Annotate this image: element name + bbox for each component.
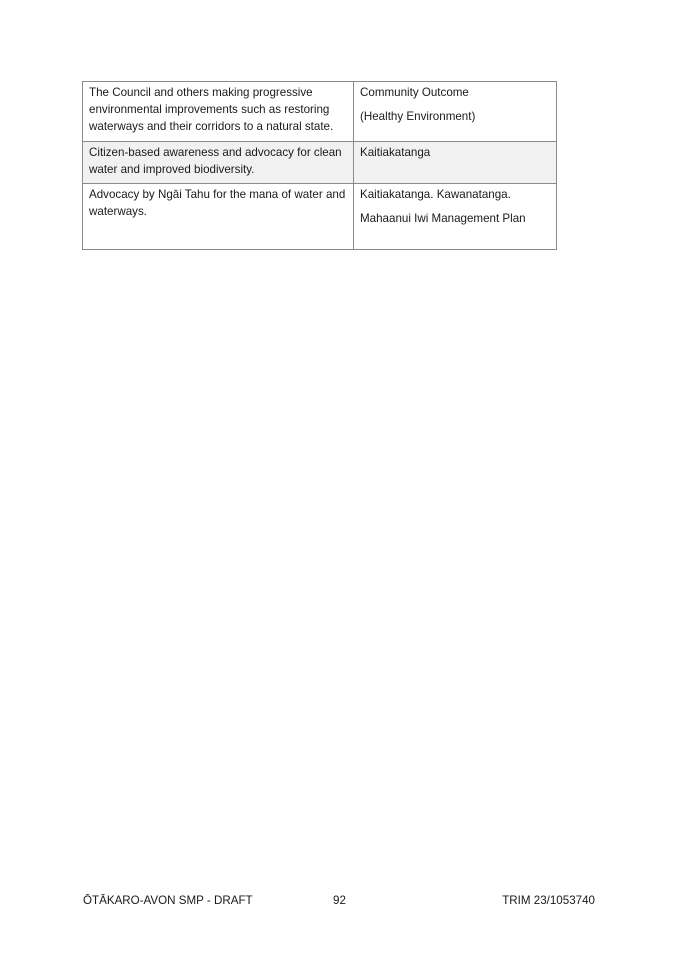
table-cell-description — [83, 142, 354, 184]
table-row — [83, 82, 557, 142]
table-row — [83, 184, 557, 250]
outcomes-table — [82, 81, 557, 250]
cell-text: The Council and others making progressive environmental improvements such as restoring waterways and their corridors to a natural state. — [89, 86, 334, 133]
page-footer — [83, 893, 595, 909]
table-row — [83, 142, 557, 184]
table-cell-link — [354, 142, 557, 184]
table-cell-link — [354, 184, 557, 250]
cell-text: Citizen-based awareness and advocacy for clean water and improved biodiversity. — [89, 146, 342, 176]
cell-text: (Healthy Environment) — [360, 110, 476, 123]
cell-text: Mahaanui Iwi Management Plan — [360, 212, 526, 225]
footer-document-title: ŌTĀKARO-AVON SMP - DRAFT — [83, 894, 253, 907]
table-cell-link — [354, 82, 557, 142]
page-number: 92 — [333, 894, 346, 907]
cell-text: Community Outcome — [360, 86, 469, 99]
table-cell-description — [83, 184, 354, 250]
cell-text: Kaitiakatanga — [360, 146, 431, 159]
footer-trim-reference: TRIM 23/1053740 — [502, 894, 595, 907]
table-cell-description — [83, 82, 354, 142]
cell-text: Advocacy by Ngāi Tahu for the mana of water and waterways. — [89, 188, 346, 218]
cell-text: Kaitiakatanga. Kawanatanga. — [360, 188, 511, 201]
